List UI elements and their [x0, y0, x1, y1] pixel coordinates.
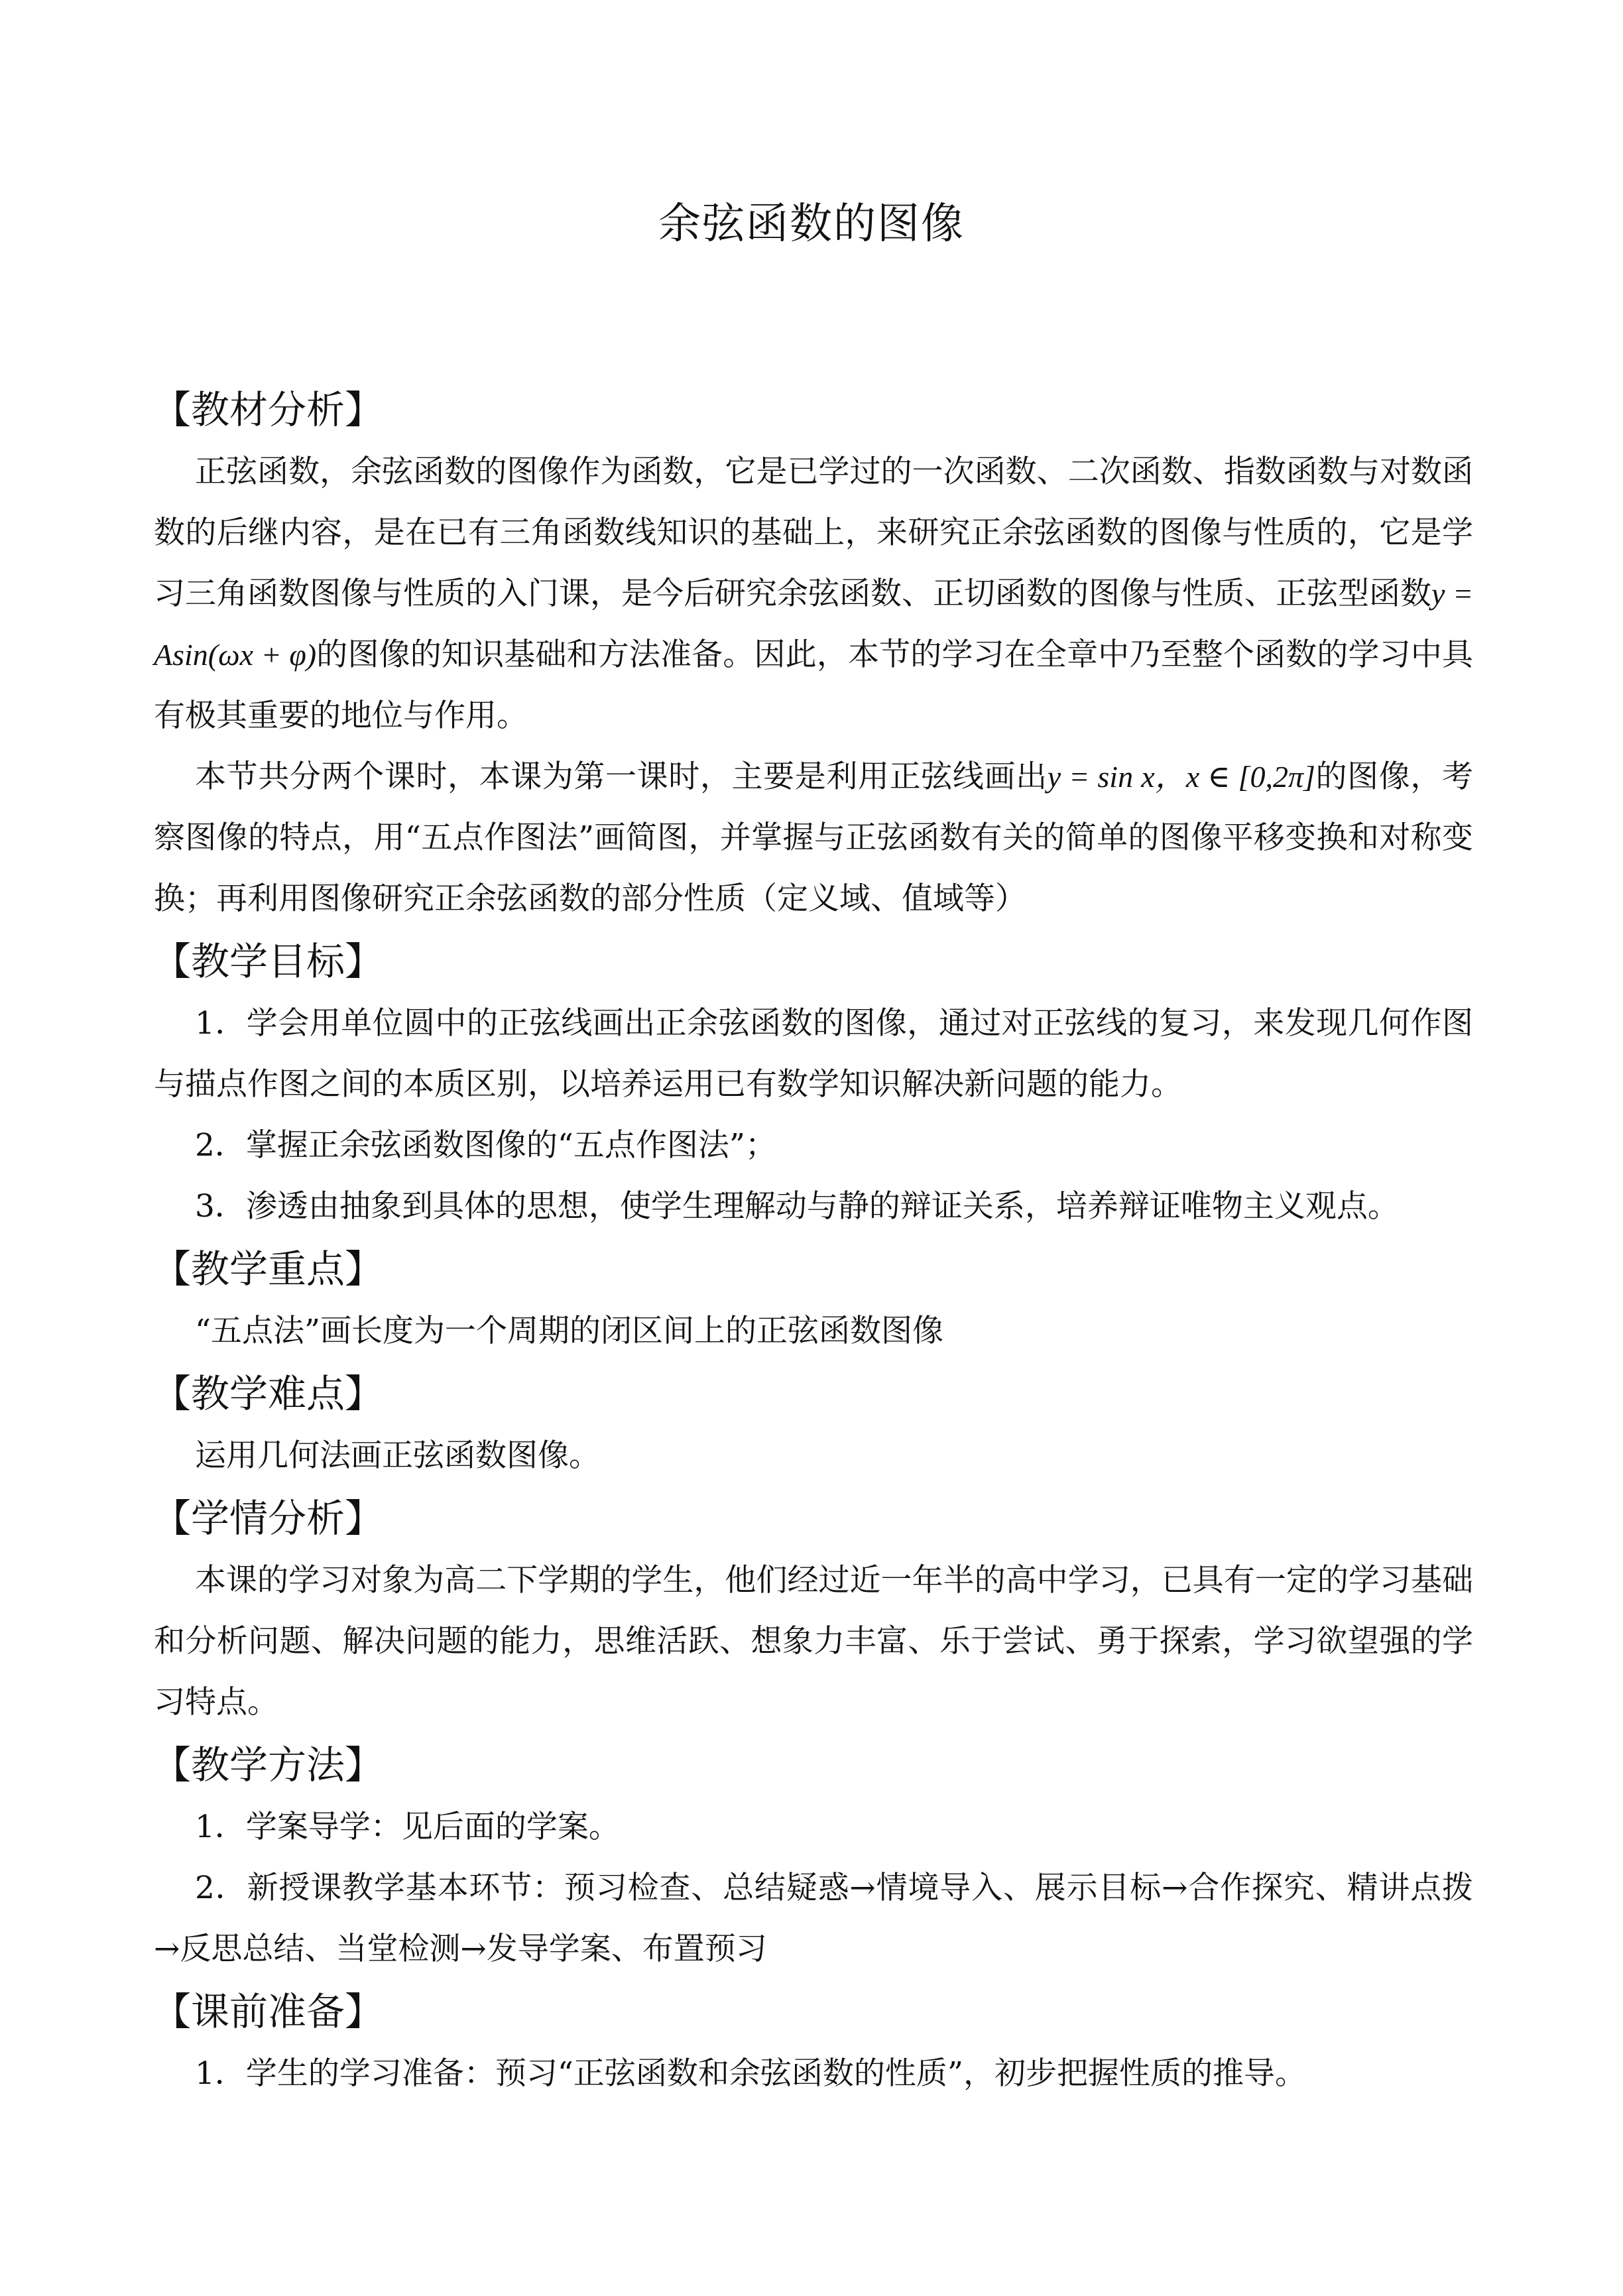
section-heading-difficult-points: 【教学难点】	[152, 1371, 384, 1416]
document-body	[154, 378, 1473, 2104]
paragraph-textbook-analysis-2	[154, 747, 1473, 930]
list-item-goal-2: 2．掌握正余弦函数图像的“五点作图法”；	[195, 1127, 776, 1164]
paragraph-text: 正弦函数，余弦函数的图像作为函数，它是已学过的一次函数、二次函数、指数函数与对数函数的后继内容，是在已有三角函数线知识的基础上，来研究正余弦函数的图像与性质的，它是学习三角函数图像与性质的入门课，是今后研究余弦函数、正切函数的图像与性质、正弦型函数	[154, 453, 1473, 612]
list-item-method-2: 2．新授课教学基本环节：预习检查、总结疑惑→情境导入、展示目标→合作探究、精讲点拨→反思总结、当堂检测→发导学案、布置预习	[154, 1870, 1473, 1967]
section-heading-preparation: 【课前准备】	[152, 1989, 384, 2034]
section-heading-teaching-goals: 【教学目标】	[152, 939, 384, 984]
paragraph-key-points: “五点法”画长度为一个周期的闭区间上的正弦函数图像	[195, 1313, 944, 1349]
formula-sinusoid: y = Asin(ωx + φ)	[154, 577, 1473, 672]
list-item-method-1: 1．学案导学：见后面的学案。	[195, 1809, 620, 1845]
section-heading-student-analysis: 【学情分析】	[152, 1496, 384, 1541]
section-heading-teaching-methods: 【教学方法】	[152, 1742, 384, 1787]
paragraph-text: 的图像的知识基础和方法准备。因此，本节的学习在全章中乃至整个函数的学习中具有极其重要的地位与作用。	[154, 636, 1473, 734]
paragraph-text: 的图像，考察图像的特点，用“五点作图法”画简图，并掌握与正弦函数有关的简单的图像平移变换和对称变换；再利用图像研究正余弦函数的部分性质（定义域、值域等）	[154, 758, 1473, 917]
paragraph-textbook-analysis-1	[154, 442, 1473, 747]
paragraph-student-analysis: 本课的学习对象为高二下学期的学生，他们经过近一年半的高中学习，已具有一定的学习基础和分析问题、解决问题的能力，思维活跃、想象力丰富、乐于尝试、勇于探索，学习欲望强的学习特点。	[154, 1562, 1473, 1721]
section-heading-key-points: 【教学重点】	[152, 1246, 384, 1292]
list-item-goal-3: 3．渗透由抽象到具体的思想，使学生理解动与静的辩证关系，培养辩证唯物主义观点。	[195, 1188, 1399, 1225]
section-heading-textbook-analysis: 【教材分析】	[152, 387, 384, 432]
formula-sine-interval: y = sin x，x ∈ [0,2π]	[1047, 760, 1315, 794]
list-item-preparation-1: 1．学生的学习准备：预习“正弦函数和余弦函数的性质”，初步把握性质的推导。	[195, 2055, 1306, 2092]
paragraph-difficult-points: 运用几何法画正弦函数图像。	[195, 1437, 600, 1474]
page-title: 余弦函数的图像	[658, 200, 965, 249]
paragraph-text: 本节共分两个课时，本课为第一课时，主要是利用正弦线画出	[195, 758, 1048, 795]
list-item-goal-1: 1．学会用单位圆中的正弦线画出正余弦函数的图像，通过对正弦线的复习，来发现几何作图与描点作图之间的本质区别，以培养运用已有数学知识解决新问题的能力。	[154, 1005, 1473, 1103]
